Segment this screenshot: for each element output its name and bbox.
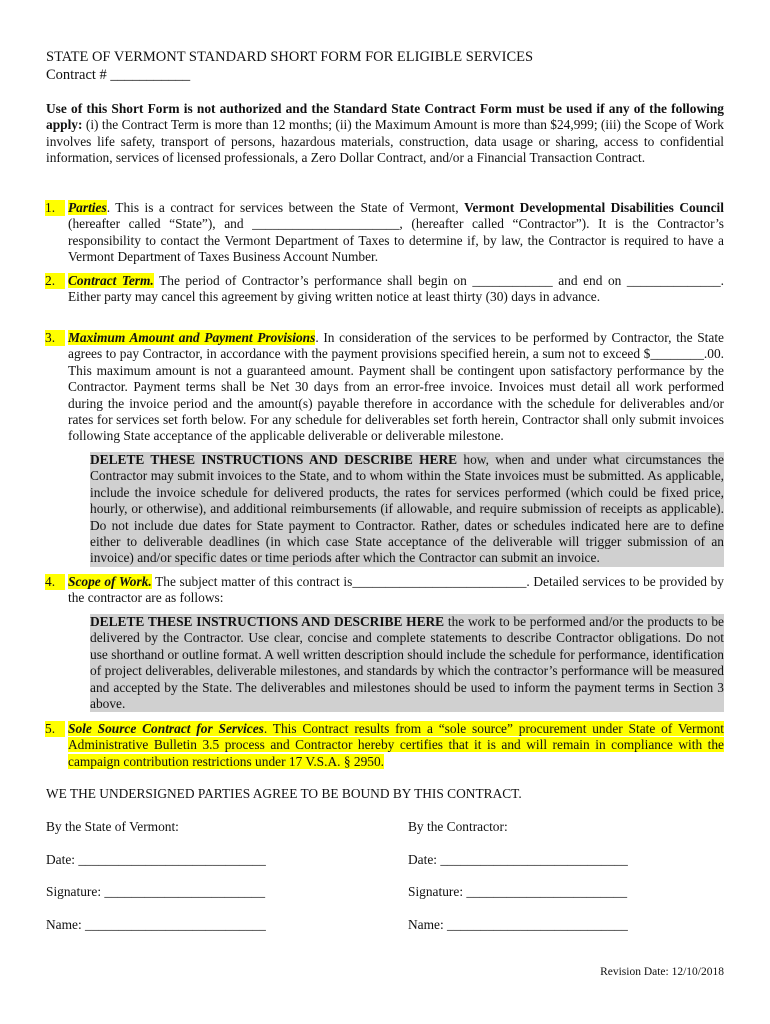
section-1-heading: Parties: [68, 200, 107, 215]
section-3-number: 3.: [45, 330, 65, 346]
intro-text: (i) the Contract Term is more than 12 months; (ii) the Maximum Amount is more than $24,999; (iii) the Scope of Work involves life safety, transport of persons, hazardous materials, construction, data usage or sharing, access to confidential information, services of licensed professionals, a Zero Dollar Contract, and/or a Financial Transaction Contract.: [46, 117, 724, 166]
section-3-instructions-text: how, when and under what circumstances the Contractor may submit invoices to the State, and to whom within the State invoices must be submitted. As applicable, include the invoice schedule for delivered products, the rates for services performed (which could be fixed price, hourly, or otherwise), and additional reimbursements (if allowable, and require submission of receipts as applicable). Do not include due dates for State payment to Contractor. Rather, dates or schedules indicated here are to define either to deliverable deadlines (in which case State acceptance of the deliverable will trigger submission of an invoice) and/or specific dates or time periods after which the Contractor can submit an invoice.: [90, 452, 724, 566]
section-3-heading: Maximum Amount and Payment Provisions: [68, 330, 316, 345]
section-1-text-a: . This is a contract for services between the State of Vermont,: [106, 200, 465, 215]
section-5-sole-source: [68, 721, 724, 770]
contractor-date-field[interactable]: Date: ____________________________: [408, 852, 628, 867]
section-4-instructions: [90, 614, 724, 712]
section-2-heading: Contract Term.: [68, 273, 154, 288]
document-title: [46, 48, 533, 84]
section-2-text: The period of Contractor’s performance shall begin on ____________ and end on ______________. Either party may cancel this agreement by giving written notice at least thirty (30) days in advance.: [68, 273, 724, 305]
section-4-text: The subject matter of this contract is__________________________. Detailed services to be provided by the contractor are as follows:: [68, 574, 724, 606]
section-4-instructions-bold: DELETE THESE INSTRUCTIONS AND DESCRIBE HERE: [90, 614, 445, 629]
agreement-statement: WE THE UNDERSIGNED PARTIES AGREE TO BE BOUND BY THIS CONTRACT.: [46, 786, 522, 801]
section-3-instructions: [90, 452, 724, 567]
section-4-scope: [68, 574, 724, 607]
section-3-text: . In consideration of the services to be performed by Contractor, the State agrees to pay Contractor, in accordance with the payment provisions specified herein, a sum not to exceed $________.00. This maximum amount is not a guaranteed amount. Payment shall be contingent upon satisfactory performance by the Contractor. Payment terms shall be Net 30 days from an error-free invoice. Invoices must detail all work performed during the invoice period and the amount(s) payable therefore in accordance with the schedule for deliverables and/or rates for services set forth below. For any schedule for deliverables set forth herein, Contractor shall only submit invoices following State acceptance of the applicable deliverable or deliverable milestone.: [68, 330, 724, 444]
section-1-number: 1.: [45, 200, 65, 216]
section-1-state-agency: Vermont Developmental Disabilities Council: [464, 200, 724, 215]
contractor-name-field[interactable]: Name: ___________________________: [408, 917, 628, 932]
section-2-contract-term: [68, 273, 724, 306]
section-4-number: 4.: [45, 574, 65, 590]
intro-bold-text: Use of this Short Form is not authorized and the Standard State Contract Form must be used if any of the following apply:: [46, 101, 724, 133]
section-3-instructions-bold: DELETE THESE INSTRUCTIONS AND DESCRIBE HERE: [90, 452, 458, 467]
state-date-field[interactable]: Date: ____________________________: [46, 852, 266, 867]
state-signature-field[interactable]: Signature: ________________________: [46, 884, 266, 899]
state-signatory-label: By the State of Vermont:: [46, 819, 179, 834]
form-title: STATE OF VERMONT STANDARD SHORT FORM FOR ELIGIBLE SERVICES: [46, 49, 534, 65]
section-1-text-b: (hereafter called “State”), and ______________________, (hereafter called “Contractor”). It is the Contractor’s responsibility to contact the Vermont Department of Taxes to determine if, by law, the Contractor is required to have a Vermont Department of Taxes Business Account Number.: [68, 216, 724, 265]
section-2-number: 2.: [45, 273, 65, 289]
section-5-heading: Sole Source Contract for Services: [68, 721, 264, 736]
section-5-number: 5.: [45, 721, 65, 737]
section-5-text: . This Contract results from a “sole source” procurement under State of Vermont Administrative Bulletin 3.5 process and Contractor hereby certifies that it is and will remain in compliance with the campaign contribution restrictions under 17 V.S.A. § 2950.: [68, 721, 724, 769]
contract-number: Contract # ___________: [46, 67, 191, 83]
intro-paragraph: [46, 101, 724, 167]
revision-date: Revision Date: 12/10/2018: [600, 966, 724, 978]
section-1-parties: [68, 200, 724, 266]
contractor-signature-field[interactable]: Signature: ________________________: [408, 884, 628, 899]
section-4-heading: Scope of Work.: [68, 574, 152, 589]
section-4-instructions-text: the work to be performed and/or the products to be delivered by the Contractor. Use clear, concise and complete statements to describe Contractor obligations. Do not use shorthand or outline format. A well written description should include the schedule for performance, identification of project deliverables, deliverable milestones, and standards by which the contractor’s performance will be measured and accepted by the State. The deliverables and milestones should be used to inform the payment terms in Section 3 above.: [90, 614, 724, 712]
section-3-payment: [68, 330, 724, 445]
contractor-signatory-label: By the Contractor:: [408, 819, 508, 834]
state-name-field[interactable]: Name: ___________________________: [46, 917, 266, 932]
